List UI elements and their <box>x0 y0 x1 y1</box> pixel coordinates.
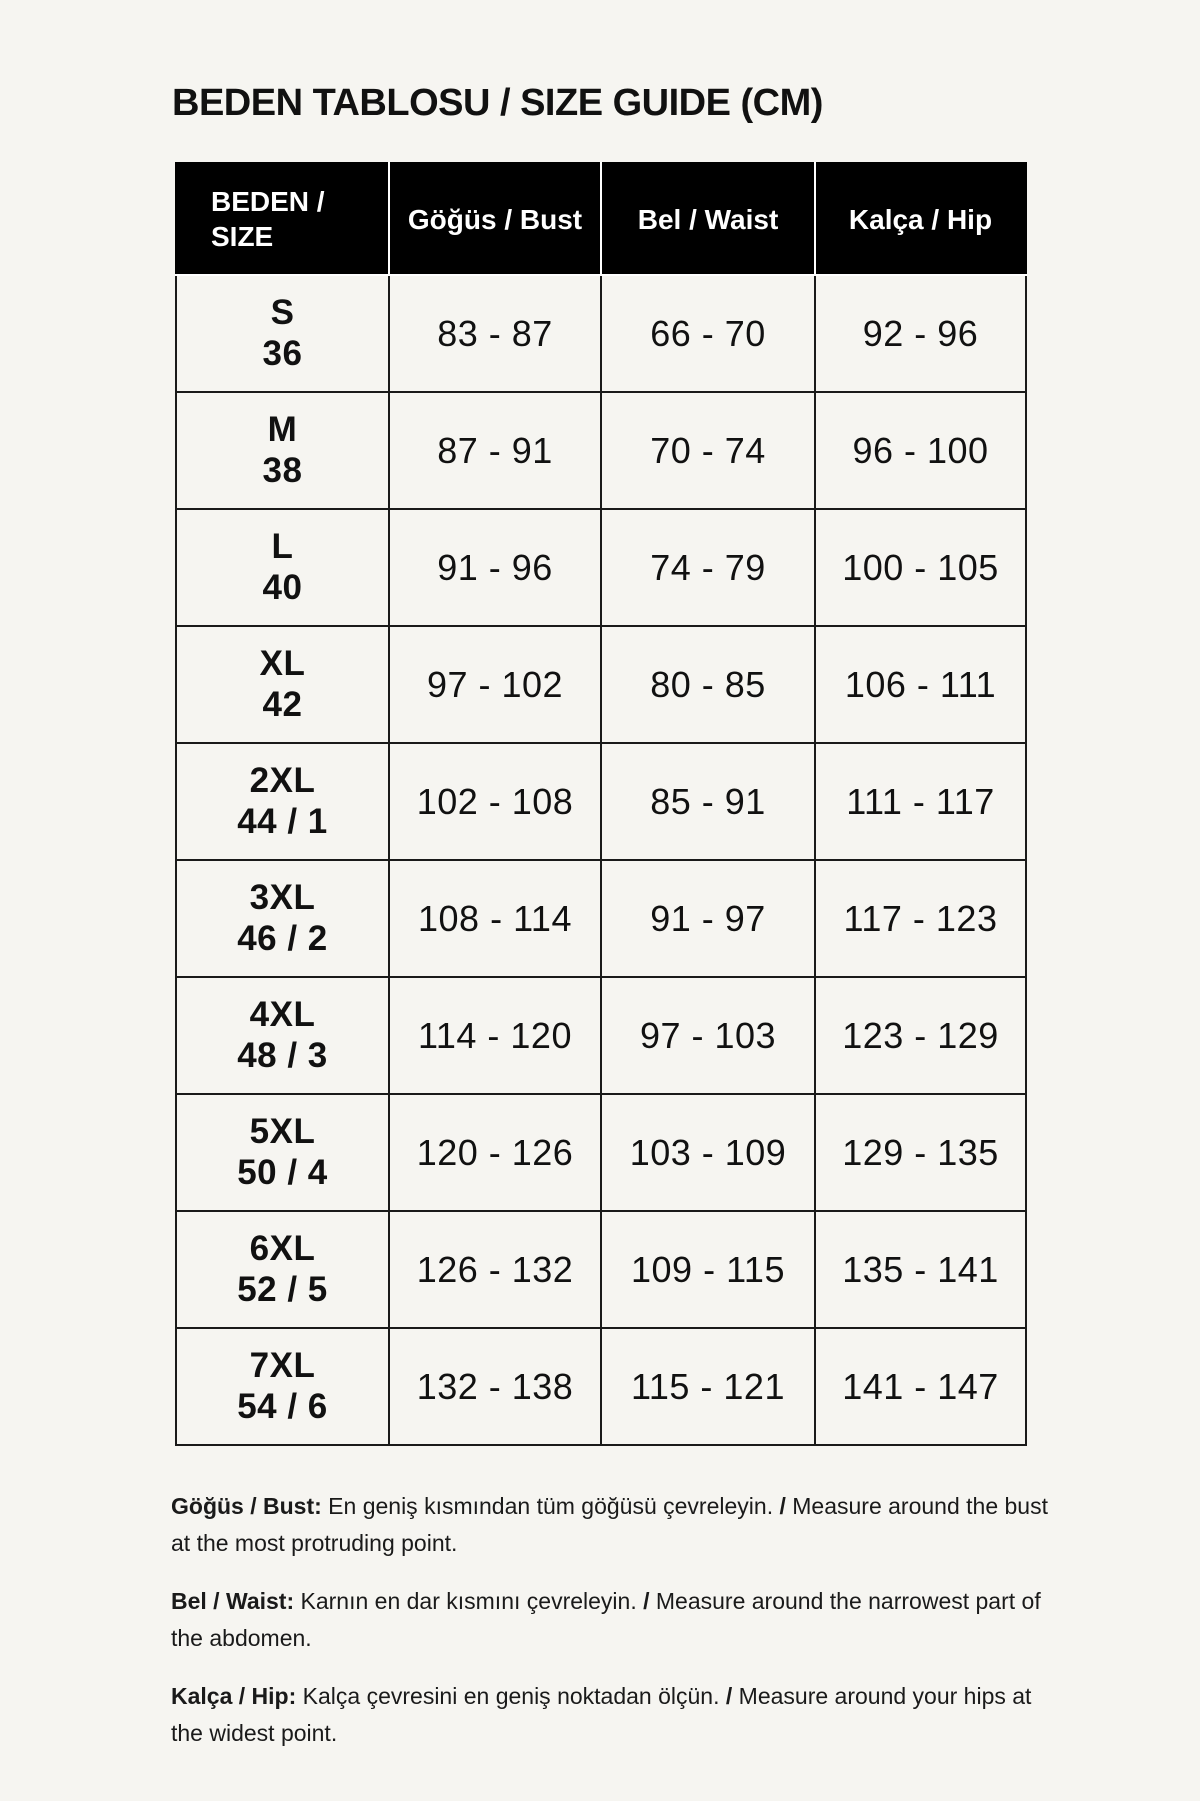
note-label: Bel / Waist: <box>171 1588 295 1614</box>
table-header-row <box>176 163 1026 275</box>
size-number: 50 / 4 <box>237 1152 328 1192</box>
bust-cell: 120 - 126 <box>389 1094 601 1211</box>
waist-cell: 115 - 121 <box>601 1328 815 1445</box>
size-label: S <box>270 293 295 333</box>
size-label: 7XL <box>249 1346 316 1386</box>
note-text-en: Measure around the narrowest part of the abdomen. <box>171 1588 1041 1651</box>
hip-cell: 123 - 129 <box>815 977 1026 1094</box>
note-separator: / <box>779 1493 786 1519</box>
hip-cell: 141 - 147 <box>815 1328 1026 1445</box>
waist-cell: 66 - 70 <box>601 275 815 392</box>
waist-cell: 91 - 97 <box>601 860 815 977</box>
size-cell <box>176 626 389 743</box>
size-cell <box>176 509 389 626</box>
size-label: 6XL <box>249 1229 316 1269</box>
size-number: 38 <box>262 450 303 490</box>
bust-cell: 114 - 120 <box>389 977 601 1094</box>
note-separator: / <box>643 1588 650 1614</box>
note-hip <box>171 1678 1051 1752</box>
waist-cell: 85 - 91 <box>601 743 815 860</box>
size-label: XL <box>259 644 306 684</box>
size-number: 44 / 1 <box>237 801 328 841</box>
table-row <box>176 626 1026 743</box>
header-bust: Göğüs / Bust <box>389 163 601 275</box>
size-label: 3XL <box>249 878 316 918</box>
page-title: BEDEN TABLOSU / SIZE GUIDE (CM) <box>172 82 823 124</box>
waist-cell: 70 - 74 <box>601 392 815 509</box>
hip-cell: 117 - 123 <box>815 860 1026 977</box>
note-label: Kalça / Hip: <box>171 1683 297 1709</box>
size-cell <box>176 743 389 860</box>
size-number: 40 <box>262 567 303 607</box>
note-label: Göğüs / Bust: <box>171 1493 322 1519</box>
size-cell <box>176 1211 389 1328</box>
bust-cell: 97 - 102 <box>389 626 601 743</box>
size-number: 54 / 6 <box>237 1386 328 1426</box>
note-text-en: Measure around your hips at the widest point. <box>171 1683 1032 1746</box>
bust-cell: 87 - 91 <box>389 392 601 509</box>
size-table <box>175 162 1027 1446</box>
note-separator: / <box>725 1683 733 1709</box>
table-row <box>176 977 1026 1094</box>
size-cell <box>176 1094 389 1211</box>
hip-cell: 135 - 141 <box>815 1211 1026 1328</box>
hip-cell: 111 - 117 <box>815 743 1026 860</box>
size-number: 42 <box>262 684 303 724</box>
table-row <box>176 743 1026 860</box>
bust-cell: 83 - 87 <box>389 275 601 392</box>
table-row <box>176 1328 1026 1445</box>
table-row <box>176 1211 1026 1328</box>
header-size-line1: BEDEN / <box>211 186 325 217</box>
bust-cell: 108 - 114 <box>389 860 601 977</box>
size-cell <box>176 1328 389 1445</box>
waist-cell: 80 - 85 <box>601 626 815 743</box>
table-body <box>176 275 1026 1445</box>
measurement-notes <box>171 1488 1051 1773</box>
header-waist: Bel / Waist <box>601 163 815 275</box>
size-cell <box>176 860 389 977</box>
waist-cell: 109 - 115 <box>601 1211 815 1328</box>
hip-cell: 129 - 135 <box>815 1094 1026 1211</box>
table-row <box>176 509 1026 626</box>
bust-cell: 132 - 138 <box>389 1328 601 1445</box>
note-waist <box>171 1583 1051 1657</box>
header-size-line2: SIZE <box>211 221 274 252</box>
note-text-tr: Kalça çevresini en geniş noktadan ölçün. <box>296 1683 726 1709</box>
size-cell <box>176 275 389 392</box>
table-row <box>176 1094 1026 1211</box>
note-text-tr: Karnın en dar kısmını çevreleyin. <box>294 1588 644 1614</box>
hip-cell: 100 - 105 <box>815 509 1026 626</box>
waist-cell: 97 - 103 <box>601 977 815 1094</box>
waist-cell: 74 - 79 <box>601 509 815 626</box>
table-row <box>176 860 1026 977</box>
bust-cell: 91 - 96 <box>389 509 601 626</box>
note-bust <box>171 1488 1051 1562</box>
size-label: 4XL <box>249 995 316 1035</box>
table-row <box>176 275 1026 392</box>
table-row <box>176 392 1026 509</box>
header-hip: Kalça / Hip <box>815 163 1026 275</box>
hip-cell: 92 - 96 <box>815 275 1026 392</box>
size-label: 2XL <box>249 761 316 801</box>
hip-cell: 106 - 111 <box>815 626 1026 743</box>
hip-cell: 96 - 100 <box>815 392 1026 509</box>
header-size <box>176 163 389 275</box>
size-number: 48 / 3 <box>237 1035 328 1075</box>
waist-cell: 103 - 109 <box>601 1094 815 1211</box>
size-number: 36 <box>262 333 303 373</box>
size-label: 5XL <box>249 1112 316 1152</box>
note-text-en: Measure around the bust at the most protruding point. <box>171 1493 1048 1556</box>
size-number: 46 / 2 <box>237 918 328 958</box>
size-cell <box>176 977 389 1094</box>
size-label: L <box>271 527 294 567</box>
size-label: M <box>267 410 298 450</box>
size-cell <box>176 392 389 509</box>
size-number: 52 / 5 <box>237 1269 328 1309</box>
bust-cell: 102 - 108 <box>389 743 601 860</box>
bust-cell: 126 - 132 <box>389 1211 601 1328</box>
note-text-tr: En geniş kısmından tüm göğüsü çevreleyin. <box>321 1493 780 1519</box>
